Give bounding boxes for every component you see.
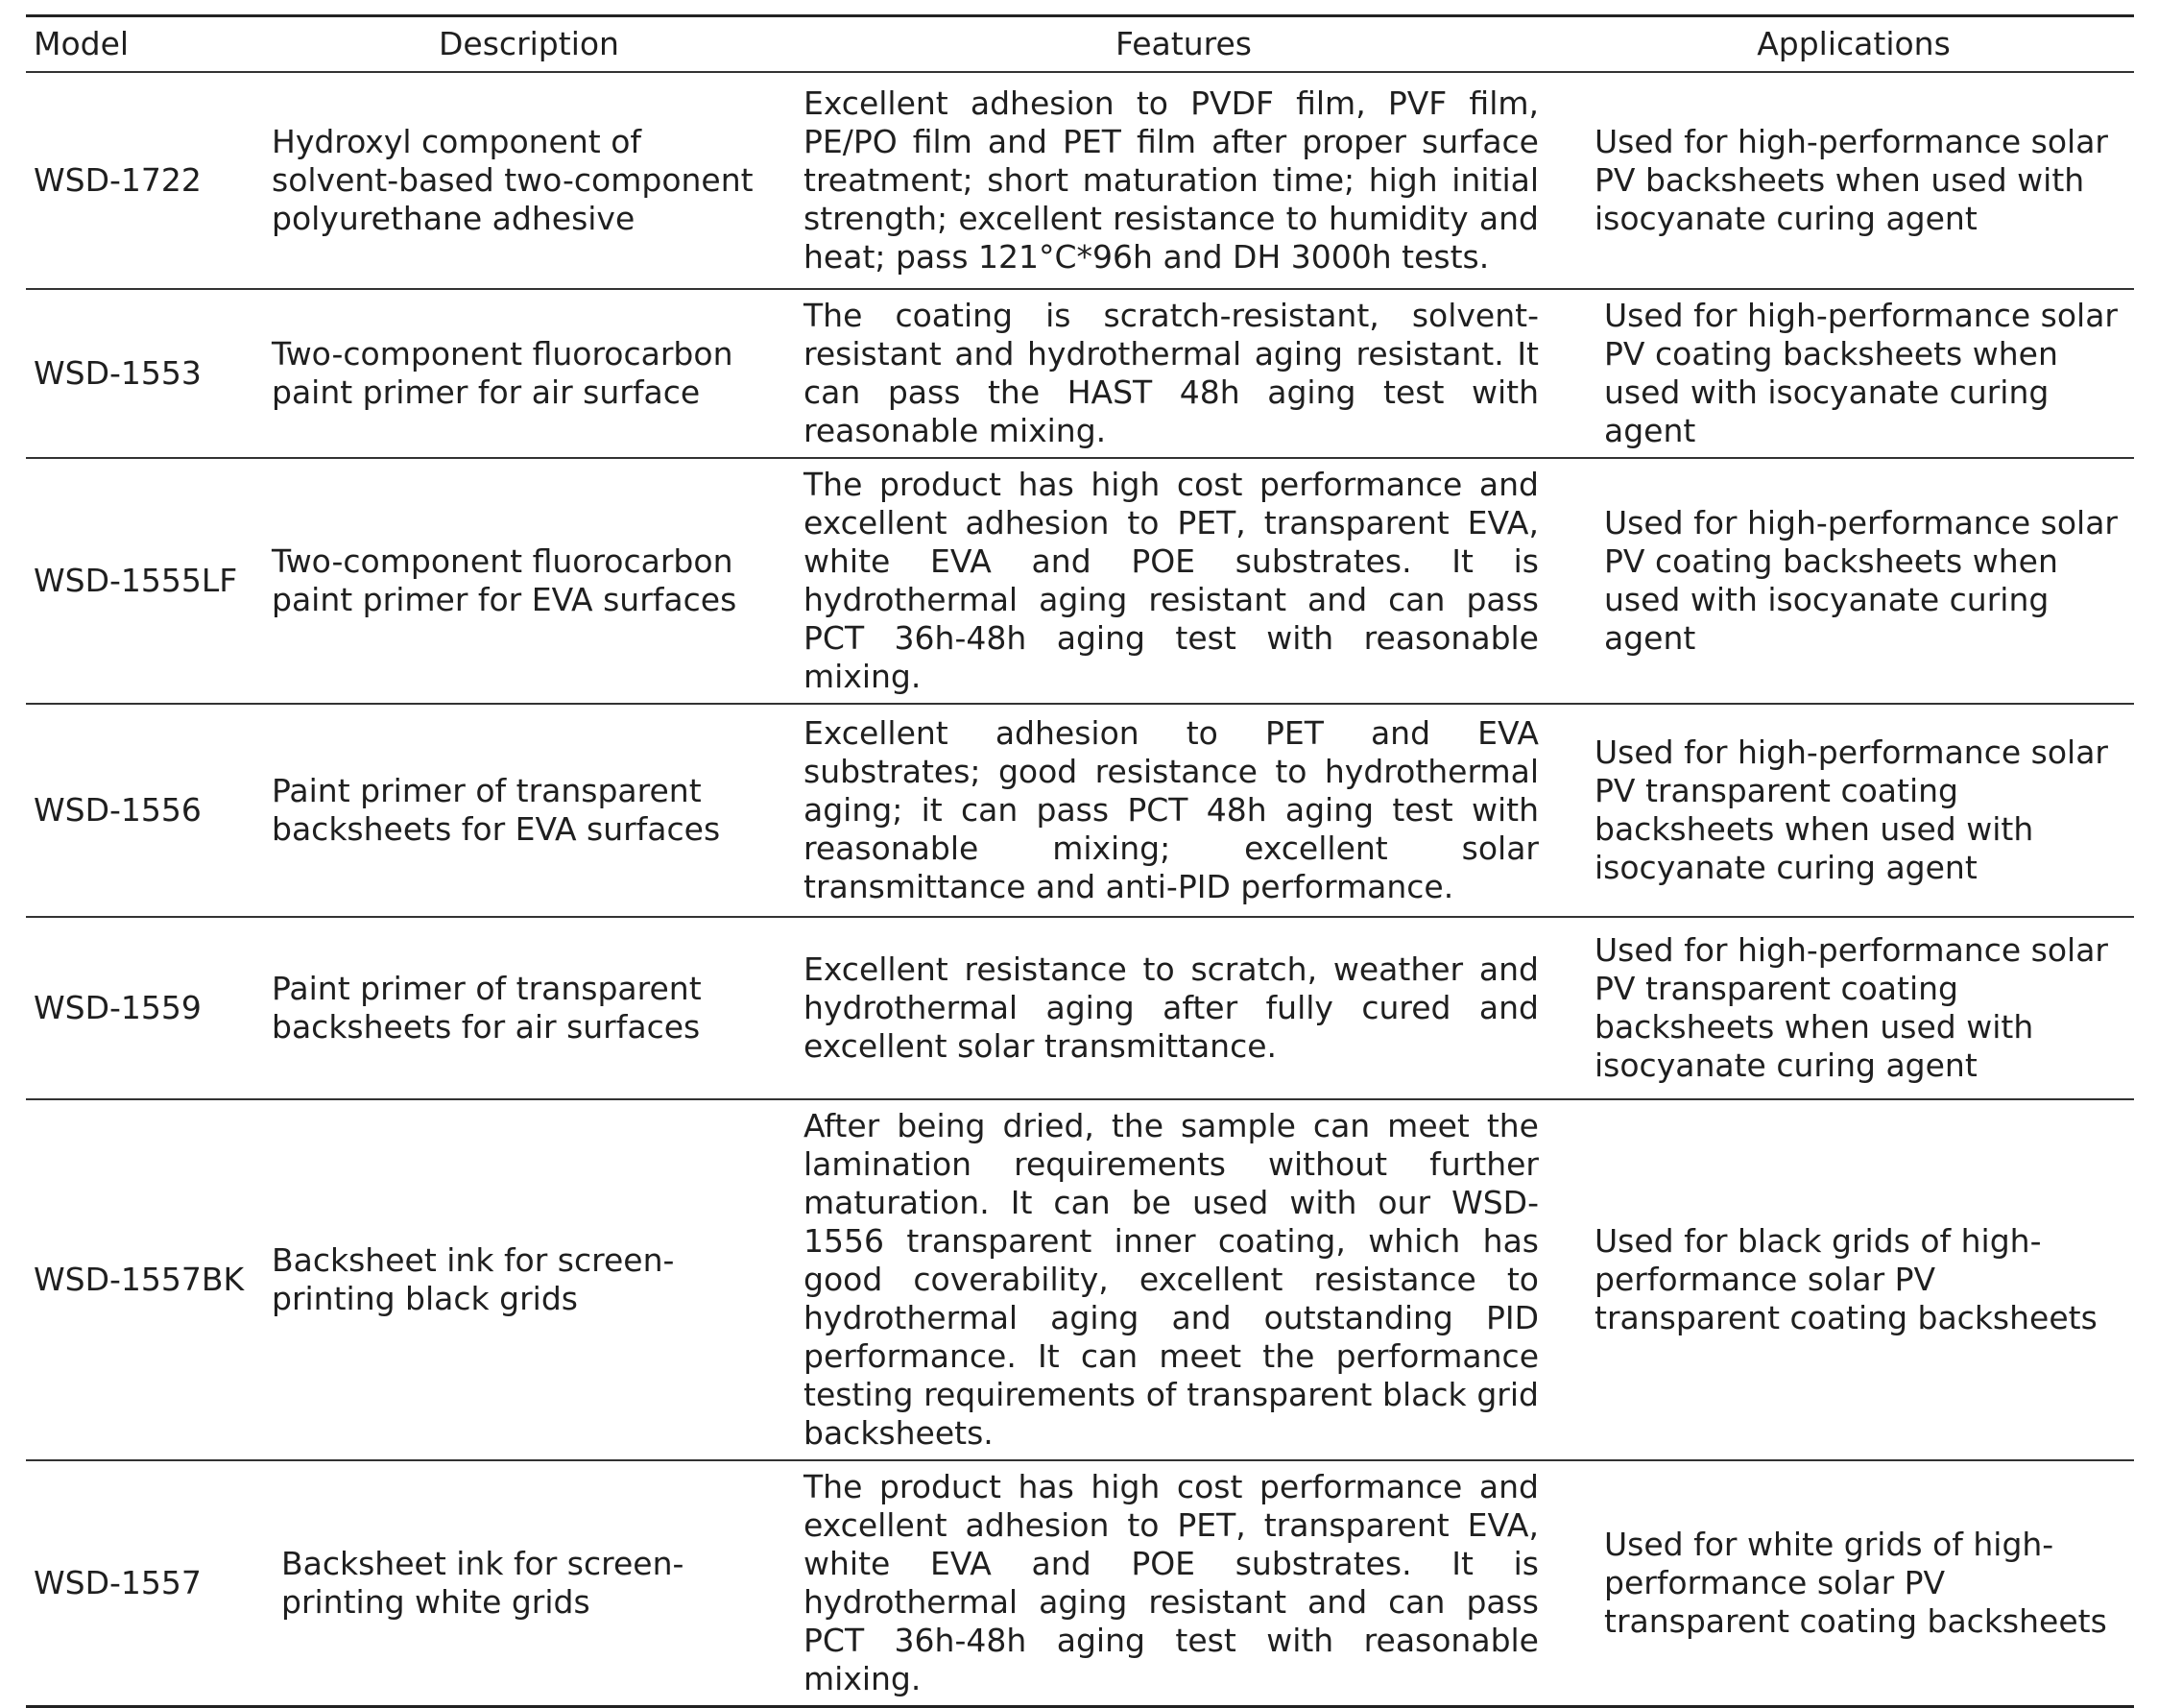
cell-applications: Used for white grids of high-performance solar PV transparent coating backsheets [1604, 1525, 2107, 1640]
product-table [26, 14, 2134, 1708]
table-row [26, 1460, 2134, 1707]
table-row [26, 289, 2134, 458]
table-row [26, 917, 2134, 1099]
header-features: Features [1115, 25, 1252, 63]
table-body [26, 72, 2134, 1707]
cell-applications: Used for high-performance solar PV coating backsheets when used with isocyanate curing agent [1604, 503, 2118, 657]
cell-applications: Used for high-performance solar PV coating backsheets when used with isocyanate curing agent [1604, 296, 2118, 449]
cell-description: Backsheet ink for screen-printing black grids [272, 1240, 675, 1317]
header-applications: Applications [1757, 25, 1951, 63]
cell-features: Excellent adhesion to PVDF film, PVF film, PE/PO film and PET film after proper surface treatment; short maturation time; high initial strength; excellent resistance to humidity and heat; pass 121°C*96h and DH 3000h tests. [803, 84, 1539, 276]
cell-model: WSD-1722 [34, 160, 202, 199]
cell-features: The coating is scratch-resistant, solvent-resistant and hydrothermal aging resistant. It can pass the HAST 48h aging test with reasonable mixing. [803, 296, 1539, 449]
cell-features: The product has high cost performance and excellent adhesion to PET, transparent EVA, white EVA and POE substrates. It is hydrothermal aging resistant and can pass PCT 36h-48h aging test with reasonable mixing. [803, 465, 1539, 695]
cell-model: WSD-1557 [34, 1563, 202, 1601]
header-row [26, 16, 2134, 72]
cell-description: Two-component fluorocarbon paint primer for EVA surfaces [272, 541, 737, 618]
table-row [26, 458, 2134, 704]
cell-features: Excellent adhesion to PET and EVA substrates; good resistance to hydrothermal aging; it can pass PCT 48h aging test with reasonable mixing; excellent solar transmittance and anti-PID performance. [803, 713, 1539, 905]
cell-model: WSD-1555LF [34, 561, 238, 599]
cell-applications: Used for high-performance solar PV transparent coating backsheets when used with isocyanate curing agent [1595, 733, 2108, 886]
cell-applications: Used for high-performance solar PV backsheets when used with isocyanate curing agent [1595, 122, 2108, 237]
cell-model: WSD-1557BK [34, 1260, 245, 1298]
table-row [26, 1099, 2134, 1460]
cell-applications: Used for black grids of high-performance solar PV transparent coating backsheets [1595, 1221, 2098, 1336]
cell-description: Paint primer of transparent backsheets for air surfaces [272, 969, 702, 1046]
cell-model: WSD-1556 [34, 790, 202, 829]
table-row [26, 72, 2134, 289]
cell-description: Hydroxyl component of solvent-based two-component polyurethane adhesive [272, 122, 754, 237]
header-model: Model [34, 25, 130, 63]
cell-features: The product has high cost performance and excellent adhesion to PET, transparent EVA, white EVA and POE substrates. It is hydrothermal aging resistant and can pass PCT 36h-48h aging test with reasonable mixing. [803, 1467, 1539, 1697]
cell-features: Excellent resistance to scratch, weather and hydrothermal aging after fully cured and excellent solar transmittance. [803, 950, 1539, 1065]
cell-description: Backsheet ink for screen-printing white grids [281, 1544, 684, 1621]
cell-description: Two-component fluorocarbon paint primer for air surface [272, 334, 733, 411]
cell-model: WSD-1559 [34, 988, 202, 1026]
table-header [26, 16, 2134, 72]
cell-description: Paint primer of transparent backsheets for EVA surfaces [272, 771, 721, 848]
table-row [26, 704, 2134, 917]
cell-applications: Used for high-performance solar PV transparent coating backsheets when used with isocyanate curing agent [1595, 930, 2108, 1084]
cell-features: After being dried, the sample can meet the lamination requirements without further maturation. It can be used with our WSD-1556 transparent inner coating, which has good coverability, excellent resistance to hydrothermal aging and outstanding PID performance. It can meet the performance testing requirements of transparent black grid backsheets. [803, 1106, 1539, 1452]
header-description: Description [439, 25, 619, 63]
cell-model: WSD-1553 [34, 353, 202, 392]
